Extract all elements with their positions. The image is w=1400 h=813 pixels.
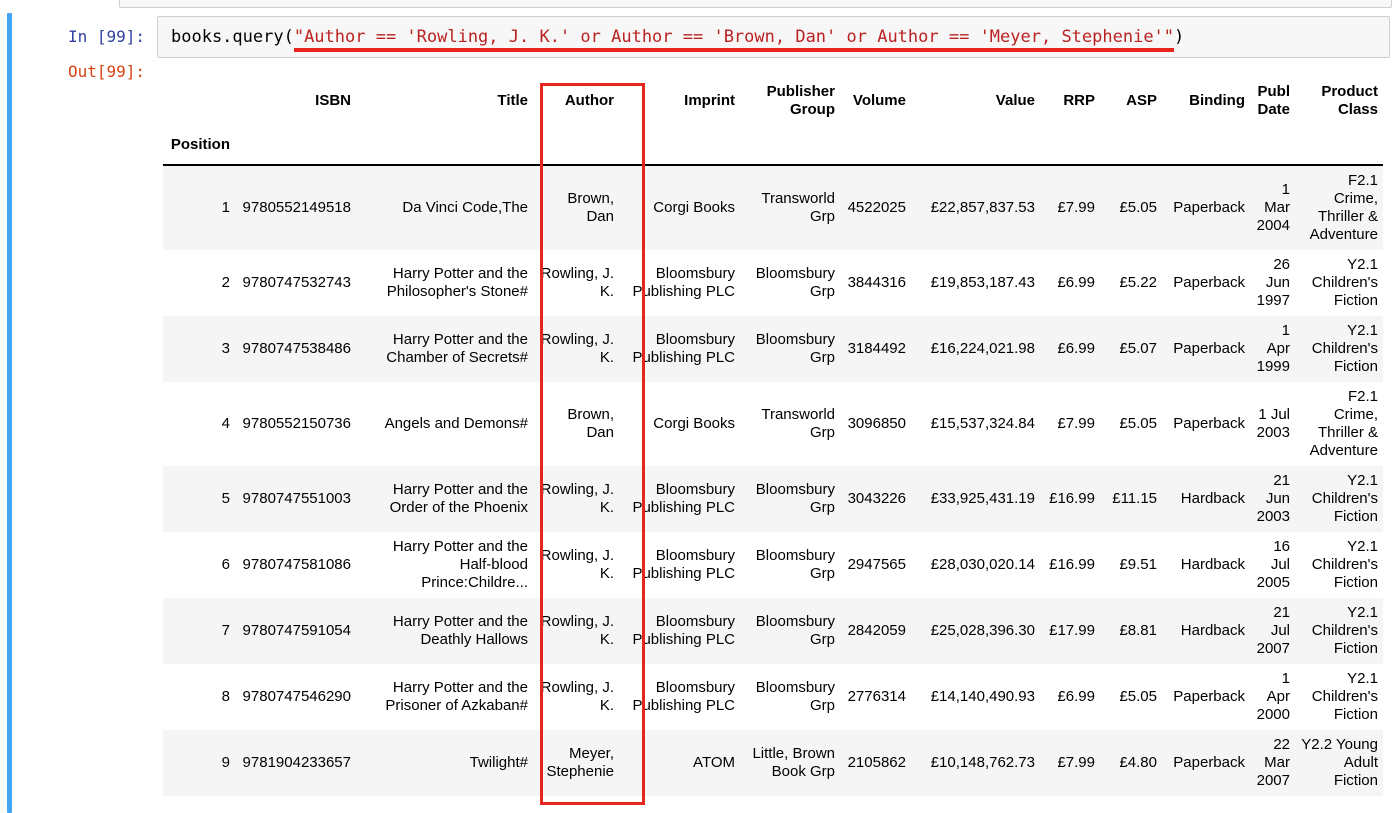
table-cell: £5.05	[1119, 688, 1157, 705]
table-cell: Little, Brown Book Grp	[752, 745, 835, 780]
table-cell: £33,925,431.19	[930, 490, 1035, 507]
table-cell: Bloomsbury Publishing PLC	[632, 613, 735, 648]
table-cell: £10,148,762.73	[930, 754, 1035, 771]
table-cell: 9780747551003	[242, 490, 351, 507]
table-cell: Corgi Books	[653, 415, 735, 432]
table-cell: Bloomsbury Grp	[755, 265, 835, 300]
table-cell: Bloomsbury Grp	[755, 547, 835, 582]
table-cell: Bloomsbury Publishing PLC	[632, 547, 735, 582]
table-row	[163, 730, 1383, 796]
table-cell: F2.1 Crime, Thriller & Adventure	[1309, 388, 1378, 459]
table-row	[163, 382, 1383, 466]
table-cell: Y2.1 Children's Fiction	[1311, 472, 1378, 525]
column-header-row	[163, 78, 1383, 124]
row-index: 4	[221, 415, 230, 432]
code-call: books.query(	[171, 27, 294, 47]
index-name-row	[163, 124, 1383, 165]
row-index: 5	[221, 490, 230, 507]
table-cell: 21 Jun 2003	[1256, 472, 1290, 525]
empty-header	[840, 124, 911, 165]
row-index: 3	[221, 340, 230, 357]
table-cell: 9780747532743	[242, 274, 351, 291]
table-cell: F2.1 Crime, Thriller & Adventure	[1309, 172, 1378, 243]
table-cell: Y2.1 Children's Fiction	[1311, 538, 1378, 591]
table-cell: Bloomsbury Publishing PLC	[632, 481, 735, 516]
code-input-area[interactable]	[157, 16, 1390, 58]
table-cell: 3184492	[847, 340, 906, 357]
table-cell: Rowling, J. K.	[540, 547, 614, 582]
table-cell: Hardback	[1180, 622, 1245, 639]
row-index: 7	[221, 622, 230, 639]
table-cell: £17.99	[1049, 622, 1095, 639]
table-cell: Paperback	[1173, 688, 1245, 705]
table-cell: £5.22	[1119, 274, 1157, 291]
selected-cell-indicator-bar	[7, 13, 12, 813]
table-cell: £11.15	[1112, 490, 1157, 507]
table-cell: Hardback	[1180, 490, 1245, 507]
dataframe-output	[163, 78, 1383, 796]
column-header: Value	[995, 92, 1035, 109]
table-cell: 9780747538486	[242, 340, 351, 357]
table-cell: Y2.2 Young Adult Fiction	[1301, 736, 1378, 789]
table-cell: Twilight#	[469, 754, 528, 771]
table-cell: Rowling, J. K.	[540, 679, 614, 714]
table-cell: Bloomsbury Grp	[755, 613, 835, 648]
table-cell: £7.99	[1057, 199, 1095, 216]
table-cell: Brown, Dan	[567, 406, 614, 441]
table-row	[163, 165, 1383, 250]
table-cell: £14,140,490.93	[930, 688, 1035, 705]
table-cell: Transworld Grp	[761, 406, 835, 441]
table-cell: £5.07	[1119, 340, 1157, 357]
table-cell: Y2.1 Children's Fiction	[1311, 604, 1378, 657]
table-cell: £6.99	[1057, 274, 1095, 291]
column-header: Author	[564, 92, 614, 109]
output-prompt: Out[99]:	[67, 62, 145, 81]
table-cell: £28,030,020.14	[930, 556, 1035, 573]
code-close-paren: )	[1174, 27, 1185, 47]
input-prompt: In [99]:	[67, 27, 145, 46]
table-cell: Harry Potter and the Half-blood Prince:Childre...	[392, 538, 528, 591]
empty-header	[1295, 124, 1383, 165]
column-header: Publisher Group	[766, 83, 835, 118]
table-cell: Bloomsbury Grp	[755, 331, 835, 366]
table-row	[163, 316, 1383, 382]
table-cell: 22 Mar 2007	[1256, 736, 1290, 789]
column-header: RRP	[1063, 92, 1095, 109]
table-cell: 9780552150736	[242, 415, 351, 432]
table-cell: £9.51	[1119, 556, 1157, 573]
table-cell: Brown, Dan	[567, 190, 614, 225]
table-cell: 2776314	[847, 688, 906, 705]
empty-header	[1162, 124, 1250, 165]
column-header: Title	[497, 92, 528, 109]
table-cell: Harry Potter and the Deathly Hallows	[392, 613, 528, 648]
table-cell: Paperback	[1173, 274, 1245, 291]
table-cell: 16 Jul 2005	[1256, 538, 1290, 591]
table-cell: Meyer, Stephenie	[546, 745, 614, 780]
table-cell: £16,224,021.98	[930, 340, 1035, 357]
table-row	[163, 664, 1383, 730]
table-cell: Rowling, J. K.	[540, 265, 614, 300]
dataframe-table	[163, 78, 1383, 796]
table-row	[163, 250, 1383, 316]
row-index: 2	[221, 274, 230, 291]
table-cell: 9780747546290	[242, 688, 351, 705]
empty-header	[740, 124, 840, 165]
table-cell: Harry Potter and the Philosopher's Stone#	[386, 265, 528, 300]
empty-header	[235, 124, 356, 165]
table-cell: Bloomsbury Publishing PLC	[632, 331, 735, 366]
table-cell: £19,853,187.43	[930, 274, 1035, 291]
row-index: 6	[221, 556, 230, 573]
table-cell: 21 Jul 2007	[1256, 604, 1290, 657]
column-header: Imprint	[684, 92, 735, 109]
table-cell: 3844316	[847, 274, 906, 291]
table-cell: 1 Apr 2000	[1256, 670, 1290, 723]
table-cell: £16.99	[1049, 556, 1095, 573]
table-cell: ATOM	[693, 754, 735, 771]
table-cell: £16.99	[1049, 490, 1095, 507]
table-cell: 1 Apr 1999	[1256, 322, 1290, 375]
table-cell: 2947565	[847, 556, 906, 573]
table-cell: £7.99	[1057, 415, 1095, 432]
table-cell: £8.81	[1119, 622, 1157, 639]
table-cell: Y2.1 Children's Fiction	[1311, 256, 1378, 309]
code-string-underlined: "Author == 'Rowling, J. K.' or Author == 'Brown, Dan' or Author == 'Meyer, Stephenie'"	[294, 27, 1174, 52]
table-cell: £7.99	[1057, 754, 1095, 771]
table-cell: £4.80	[1119, 754, 1157, 771]
table-cell: Hardback	[1180, 556, 1245, 573]
table-cell: Angels and Demons#	[384, 415, 528, 432]
column-header: ISBN	[315, 92, 351, 109]
table-cell: 3096850	[847, 415, 906, 432]
table-cell: £6.99	[1057, 340, 1095, 357]
table-cell: Transworld Grp	[761, 190, 835, 225]
table-cell: Paperback	[1173, 415, 1245, 432]
table-cell: 9780747591054	[242, 622, 351, 639]
corner-header	[163, 78, 235, 124]
table-cell: Harry Potter and the Prisoner of Azkaban#	[385, 679, 528, 714]
empty-header	[533, 124, 619, 165]
table-cell: Harry Potter and the Chamber of Secrets#	[386, 331, 528, 366]
empty-header	[356, 124, 533, 165]
table-cell: 9780747581086	[242, 556, 351, 573]
table-cell: 2842059	[847, 622, 906, 639]
table-row	[163, 532, 1383, 598]
table-cell: £25,028,396.30	[930, 622, 1035, 639]
table-cell: Rowling, J. K.	[540, 481, 614, 516]
table-cell: Harry Potter and the Order of the Phoenix	[389, 481, 528, 516]
table-row	[163, 598, 1383, 664]
table-cell: Paperback	[1173, 199, 1245, 216]
table-body	[163, 165, 1383, 796]
table-cell: Corgi Books	[653, 199, 735, 216]
empty-header	[619, 124, 740, 165]
table-cell: £5.05	[1119, 415, 1157, 432]
index-name-header: Position	[170, 136, 230, 153]
table-cell: Da Vinci Code,The	[402, 199, 528, 216]
row-index: 1	[221, 199, 230, 216]
code-line	[171, 27, 1184, 47]
column-header: Binding	[1189, 92, 1245, 109]
column-header: ASP	[1126, 92, 1157, 109]
table-cell: 4522025	[847, 199, 906, 216]
table-cell: £15,537,324.84	[930, 415, 1035, 432]
row-index: 8	[221, 688, 230, 705]
empty-header	[1100, 124, 1162, 165]
column-header: Volume	[852, 92, 906, 109]
table-cell: Rowling, J. K.	[540, 331, 614, 366]
table-cell: Rowling, J. K.	[540, 613, 614, 648]
table-cell: 9781904233657	[242, 754, 351, 771]
table-cell: 1 Jul 2003	[1256, 406, 1290, 441]
table-cell: Paperback	[1173, 340, 1245, 357]
column-header: Product Class	[1321, 83, 1378, 118]
table-cell: Bloomsbury Grp	[755, 481, 835, 516]
table-cell: Bloomsbury Grp	[755, 679, 835, 714]
previous-cell-input-box[interactable]	[119, 0, 1392, 8]
table-cell: 9780552149518	[242, 199, 351, 216]
row-index: 9	[221, 754, 230, 771]
table-cell: Y2.1 Children's Fiction	[1311, 322, 1378, 375]
table-cell: 1 Mar 2004	[1256, 181, 1290, 234]
table-cell: £6.99	[1057, 688, 1095, 705]
table-row	[163, 466, 1383, 532]
table-cell: £5.05	[1119, 199, 1157, 216]
table-cell: 2105862	[847, 754, 906, 771]
empty-header	[911, 124, 1040, 165]
table-cell: Y2.1 Children's Fiction	[1311, 670, 1378, 723]
empty-header	[1250, 124, 1295, 165]
empty-header	[1040, 124, 1100, 165]
column-header: Publ Date	[1257, 83, 1290, 118]
table-cell: 26 Jun 1997	[1256, 256, 1290, 309]
table-cell: Paperback	[1173, 754, 1245, 771]
table-cell: 3043226	[847, 490, 906, 507]
table-cell: Bloomsbury Publishing PLC	[632, 265, 735, 300]
table-cell: Bloomsbury Publishing PLC	[632, 679, 735, 714]
table-cell: £22,857,837.53	[930, 199, 1035, 216]
